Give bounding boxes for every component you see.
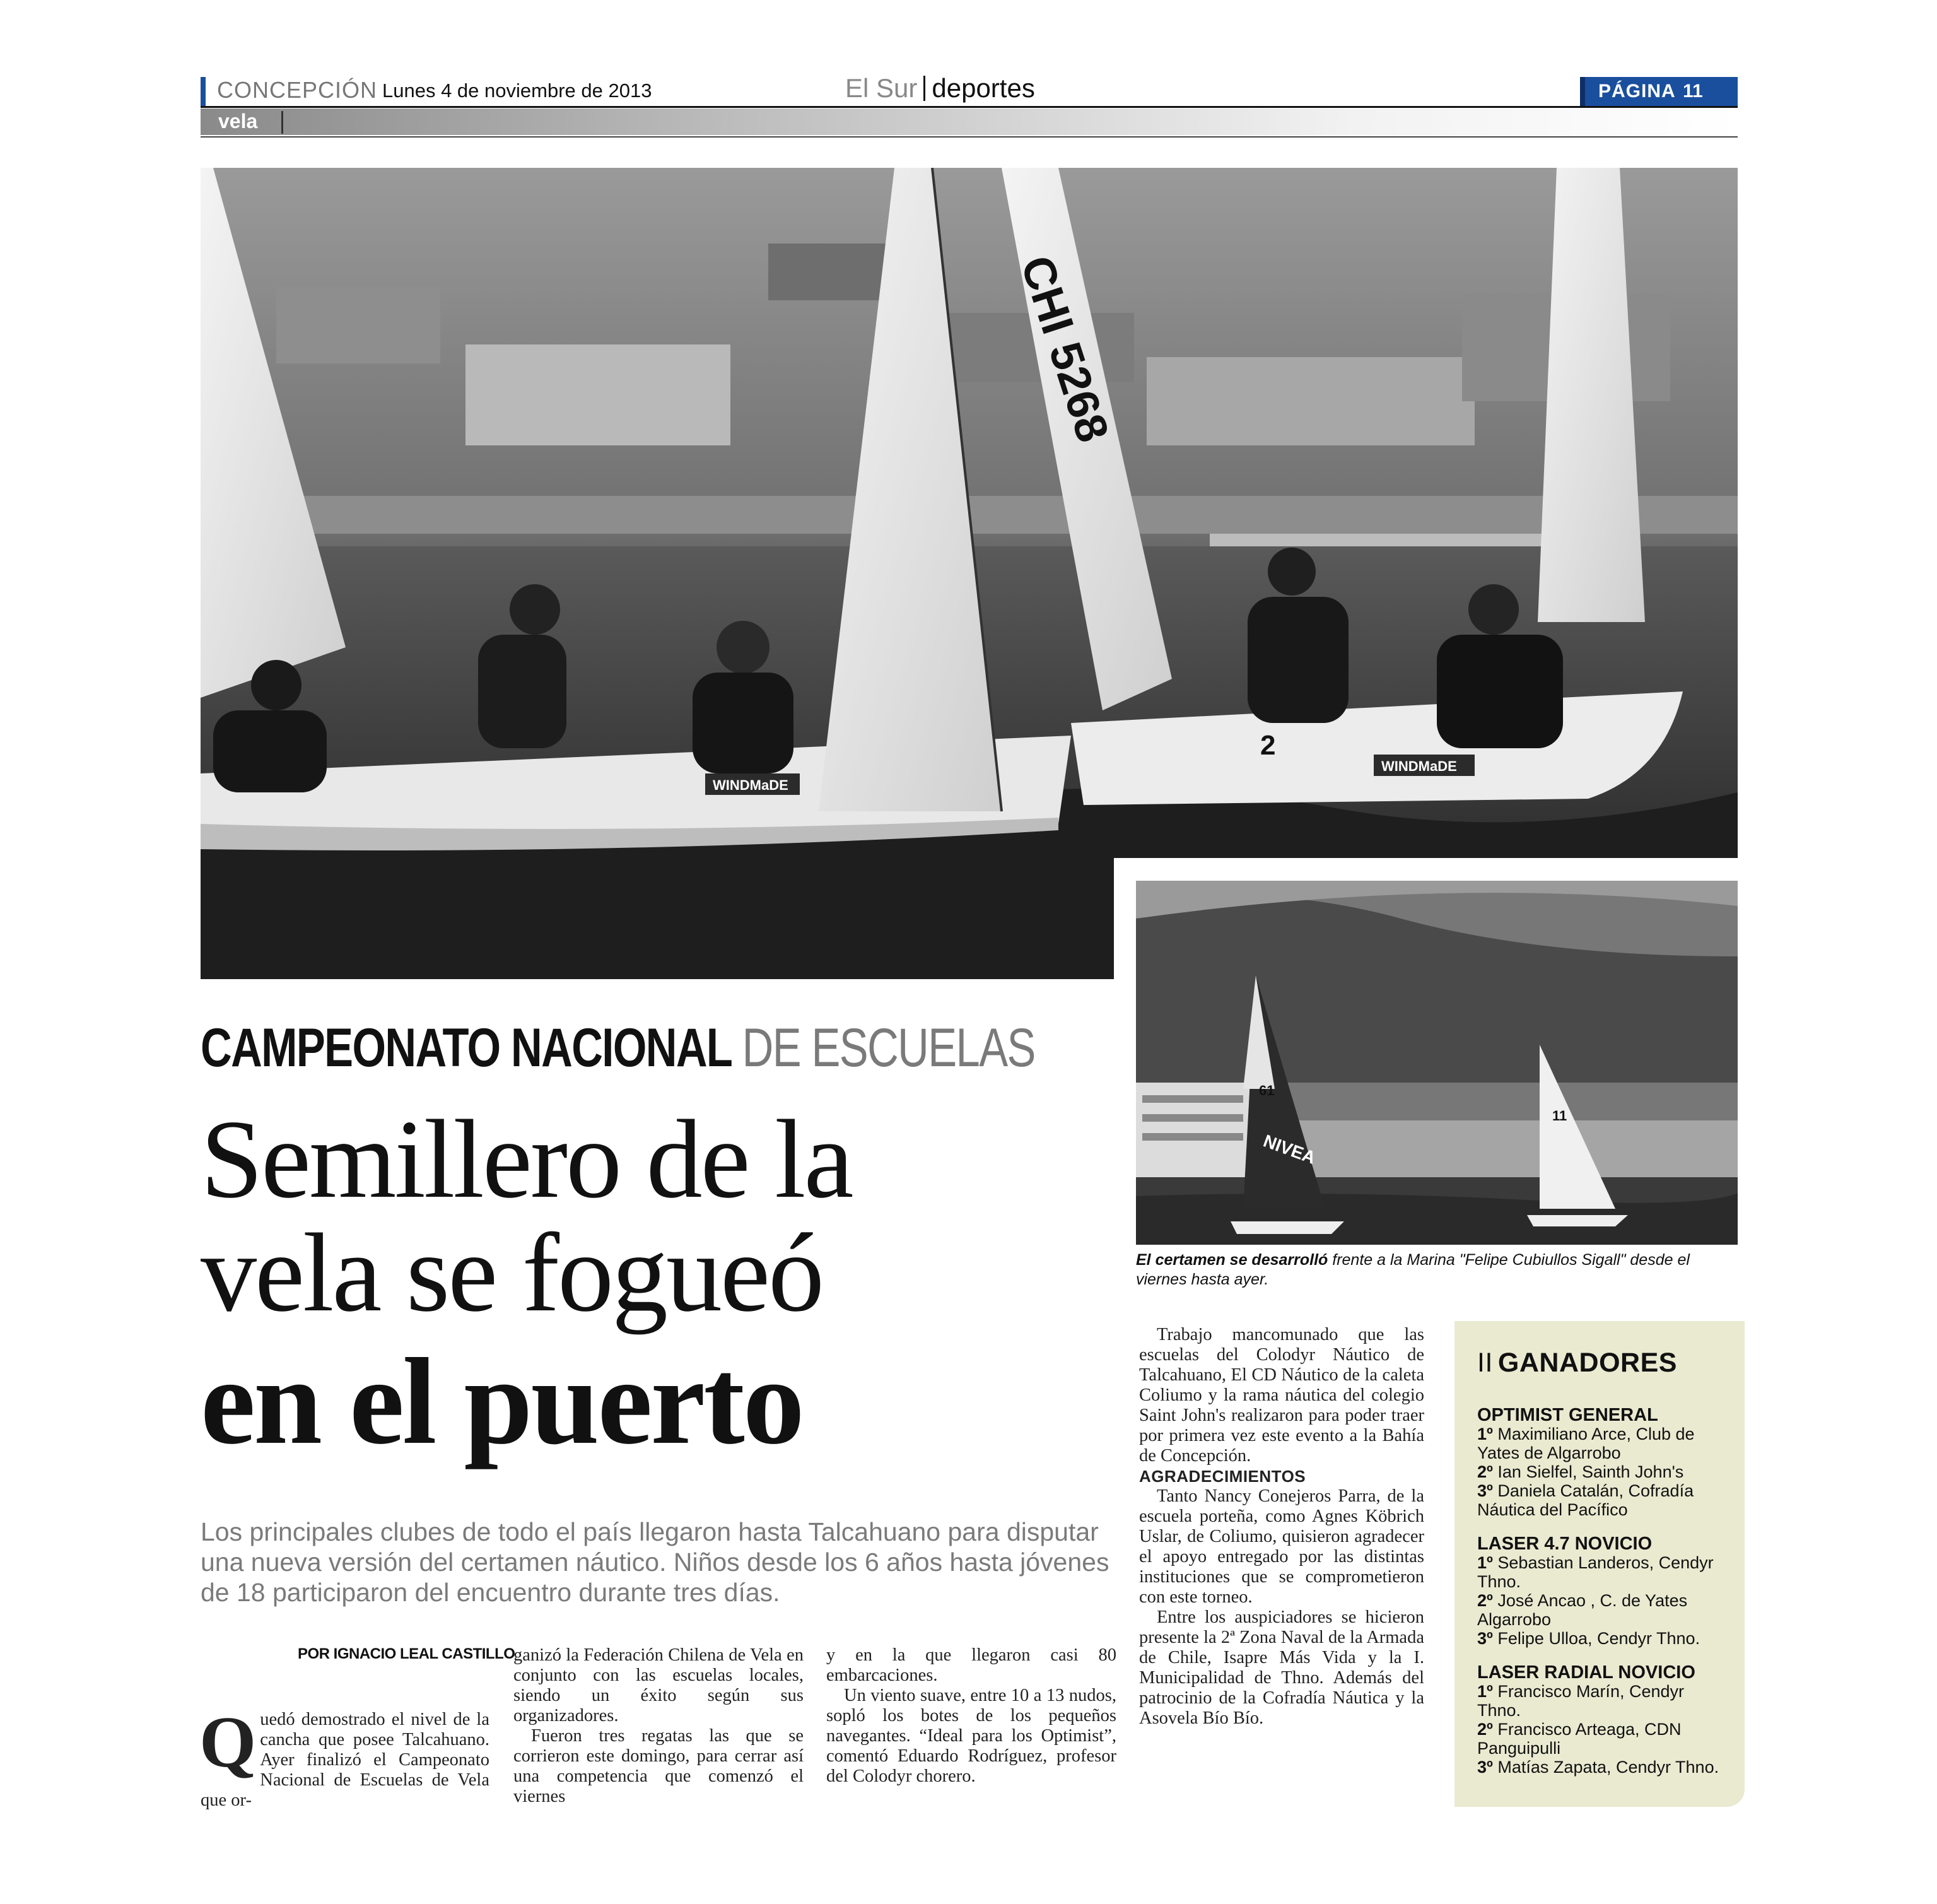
page-number: 11: [1683, 81, 1703, 102]
kicker-bold: CAMPEONATO NACIONAL: [201, 1018, 732, 1078]
result-line: [1477, 1425, 1729, 1462]
byline: POR IGNACIO LEAL CASTILLO: [298, 1645, 515, 1662]
category-heading: LASER RADIAL NOVICIO: [1477, 1662, 1695, 1683]
body-column-3: [826, 1645, 1116, 1787]
brand-name: El Sur: [845, 73, 918, 103]
result-place: 1º: [1477, 1425, 1493, 1443]
result-line: [1477, 1758, 1729, 1777]
category-heading: LASER 4.7 NOVICIO: [1477, 1534, 1653, 1554]
body-paragraph: Tanto Nancy Conejeros Parra, de la escuela porteña, como Agnes Köbrich Uslar, de Coliumo, quisieron agradecer el apoyo entregado por las distintas instituciones que se comprometieron con este torneo.: [1139, 1486, 1424, 1607]
result-text: Sebastian Landeros, Cendyr Thno.: [1477, 1553, 1714, 1591]
header-city: CONCEPCIÓN: [217, 77, 378, 103]
drop-cap: Q: [199, 1702, 257, 1783]
body-column-2: [513, 1645, 804, 1807]
result-place: 3º: [1477, 1758, 1493, 1777]
body-paragraph: ganizó la Federación Chilena de Vela en conjunto con las escuelas locales, siendo un éxito según sus organizadores.: [513, 1645, 804, 1725]
header-accent-bar: [201, 77, 206, 106]
section-separator: [281, 111, 283, 134]
inset-sail-number-1: 61: [1259, 1083, 1275, 1098]
result-text: Daniela Catalán, Cofradía Náutica del Pacífico: [1477, 1481, 1694, 1519]
result-text: José Ancao , C. de Yates Algarrobo: [1477, 1591, 1688, 1629]
newspaper-masthead: [845, 73, 1035, 103]
result-line: [1477, 1481, 1729, 1519]
article-lead: Los principales clubes de todo el país llegaron hasta Talcahuano para disputar una nueva versión del certamen náutico. Niños desde los 6 años hasta jóvenes de 18 participaron del encuentro durante tres días.: [201, 1517, 1109, 1607]
result-place: 1º: [1477, 1682, 1493, 1701]
body-paragraph: Un viento suave, entre 10 a 13 nudos, sopló los botes de los pequeños navegantes. “Ideal para los Optimist”, comentó Eduardo Rodríguez, profesor del Colodyr chorero.: [826, 1686, 1116, 1786]
sidebar-title-bars: II: [1477, 1348, 1493, 1378]
caption-bold: El certamen se desarrolló: [1136, 1251, 1328, 1269]
result-line: [1477, 1720, 1729, 1758]
inset-sail-brand: NIVEA: [1260, 1131, 1318, 1168]
result-place: 3º: [1477, 1481, 1493, 1500]
brand-section: deportes: [932, 73, 1035, 103]
result-place: 2º: [1477, 1720, 1493, 1739]
inset-sail-number-2: 11: [1552, 1108, 1567, 1124]
headline-line-3: en el puerto: [201, 1333, 803, 1470]
body-paragraph: Entre los auspiciadores se hicieron presente la 2ª Zona Naval de la Armada de Chile, Isapre Más Vida y la I. Municipalidad de Thno. Además del patrocinio de la Cofradía Náutica y la Asovela Bío Bío.: [1139, 1607, 1424, 1728]
result-place: 2º: [1477, 1591, 1493, 1610]
boat-brand-label-2: WINDMaDE: [1381, 758, 1457, 774]
section-underline: [201, 136, 1738, 138]
body-paragraph: Fueron tres regatas las que se corrieron este domingo, para cerrar así una competencia que comenzó el viernes: [513, 1726, 804, 1806]
sail-number-text: CHI 5268: [1010, 250, 1118, 449]
result-place: 3º: [1477, 1629, 1493, 1648]
inset-photo-marina: [1136, 881, 1738, 1245]
body-paragraph: y en la que llegaron casi 80 embarcaciones.: [826, 1645, 1116, 1685]
sidebar-title-text: GANADORES: [1497, 1348, 1677, 1378]
result-text: Francisco Marín, Cendyr Thno.: [1477, 1682, 1684, 1720]
section-band: [201, 109, 1738, 135]
result-text: Francisco Arteaga, CDN Panguipulli: [1477, 1720, 1682, 1758]
result-text: Matías Zapata, Cendyr Thno.: [1497, 1758, 1719, 1777]
result-line: [1477, 1629, 1729, 1648]
body-paragraph: uedó demostrado el nivel de la cancha que posee Talcahuano. Ayer finalizó el Campeonato Nacional de Escuelas de Vela que or-: [201, 1710, 489, 1810]
result-place: 2º: [1477, 1462, 1493, 1481]
header-date: Lunes 4 de noviembre de 2013: [382, 79, 652, 102]
result-text: Felipe Ulloa, Cendyr Thno.: [1497, 1629, 1700, 1648]
result-line: [1477, 1462, 1729, 1481]
subhead-agradecimientos: AGRADECIMIENTOS: [1139, 1467, 1306, 1486]
header-rule: [201, 106, 1738, 108]
photo-caption: [1136, 1250, 1738, 1290]
page-label: PÁGINA: [1598, 81, 1676, 102]
category-heading: OPTIMIST GENERAL: [1477, 1405, 1658, 1425]
result-line: [1477, 1553, 1729, 1591]
body-column-4: [1139, 1325, 1424, 1729]
result-line: [1477, 1591, 1729, 1629]
sidebar-title: [1477, 1348, 1677, 1378]
caption-text: frente a la Marina "Felipe Cubiullos Sigall" desde el viernes hasta ayer.: [1136, 1251, 1690, 1288]
section-label: vela: [218, 110, 258, 132]
body-column-1: [199, 1702, 489, 1811]
result-text: Ian Sielfel, Sainth John's: [1497, 1462, 1684, 1481]
kicker-light: DE ESCUELAS: [742, 1018, 1035, 1078]
headline-line-1: Semillero de la: [201, 1096, 852, 1221]
result-line: [1477, 1682, 1729, 1720]
page-badge-accent: [1580, 77, 1585, 106]
boat-number: 2: [1260, 730, 1276, 761]
headline-line-2: vela se fogueó: [201, 1210, 823, 1335]
body-paragraph: Trabajo mancomunado que las escuelas del Colodyr Náutico de Talcahuano, El CD Náutico de la caleta Coliumo y la rama náutica del colegio Saint John's realizaron para poder traer por primera vez este evento a la Bahía de Concepción.: [1139, 1325, 1424, 1466]
article-kicker: [201, 1017, 1035, 1079]
result-text: Maximiliano Arce, Club de Yates de Algarrobo: [1477, 1425, 1695, 1462]
boat-brand-label-1: WINDMaDE: [713, 777, 788, 793]
brand-separator: [923, 76, 925, 101]
result-place: 1º: [1477, 1553, 1493, 1572]
sidebar-results: [1477, 1406, 1729, 1777]
